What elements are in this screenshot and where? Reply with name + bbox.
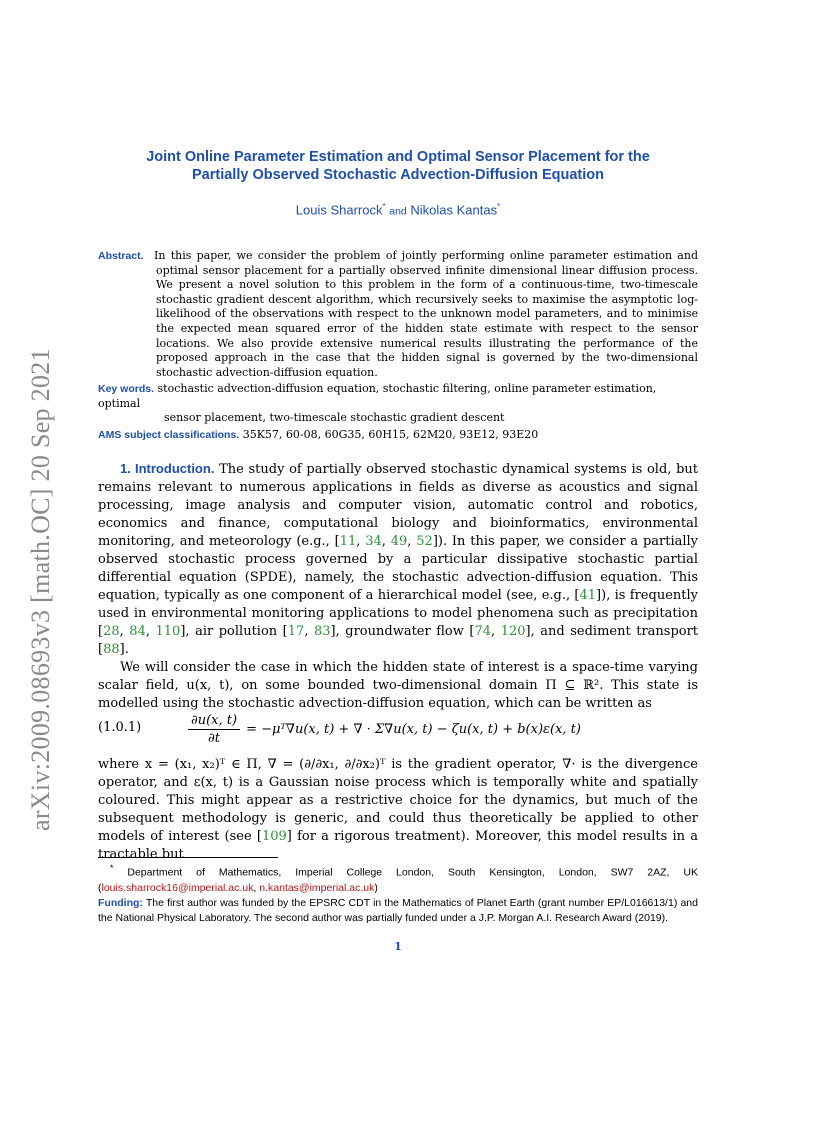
author-kantas: Nikolas Kantas bbox=[410, 202, 498, 218]
title-line-2: Partially Observed Stochastic Advection-Diffusion Equation bbox=[192, 167, 604, 183]
equation-1-0-1 bbox=[98, 708, 698, 750]
affiliation-close: ) bbox=[374, 881, 378, 894]
keywords-line-2: sensor placement, two-timescale stochastic gradient descent bbox=[164, 411, 505, 425]
citation-link[interactable]: 34 bbox=[365, 534, 382, 549]
citation-link[interactable]: 88 bbox=[103, 642, 120, 657]
citation-link[interactable]: 84 bbox=[129, 624, 146, 639]
author-mark-2: * bbox=[497, 202, 501, 211]
intro-text: ], and sediment transport [ bbox=[98, 624, 699, 657]
citation-link[interactable]: 11 bbox=[339, 534, 357, 549]
intro-text: ]). In this paper, we consider a partially observed stochastic process governed by a particular dissipative stochastic partial differential equation (SPDE), namely, the stochastic advection-diffusion equation. This equation, typically as one component of a hierarchical model (see, e.g., [ bbox=[98, 534, 699, 603]
author-list bbox=[98, 199, 698, 219]
citation-link[interactable]: 109 bbox=[261, 829, 287, 844]
citation-link[interactable]: 74 bbox=[474, 624, 492, 639]
funding-label: Funding: bbox=[98, 896, 143, 909]
author-conjunction: and bbox=[389, 205, 407, 218]
abstract bbox=[98, 249, 698, 380]
keywords-line-1: stochastic advection-diffusion equation, stochastic filtering, online parameter estimation, optimal bbox=[98, 382, 657, 410]
footnotes bbox=[98, 861, 698, 926]
intro-paragraph-1: 1. Introduction. The study of partially observed stochastic dynamical systems is old, but remains relevant to numerous applications in fields as diverse as acoustics and signal processing, image analysis and computer vision, automatic control and robotics, economics and finance, computational biology and bioinformatics, environmental monitoring, and meteorology (e.g., [11, 34, 49, 52]). In this paper, we consider a partially observed stochastic process governed by a particular dissipative stochastic partial differential equation (SPDE), namely, the stochastic advection-diffusion equation. This equation, typically as one component of a hierarchical model (see, e.g., [41]), is frequently used in environmental monitoring applications to model phenomena such as precipitation [28, 84, 110], air pollution [17, 83], groundwater flow [74, 120], and sediment transport [88]. bbox=[98, 461, 699, 657]
citation-link[interactable]: 41 bbox=[579, 588, 597, 603]
abstract-text: In this paper, we consider the problem of jointly performing online parameter estimation and optimal sensor placement for a partially observed infinite dimensional linear diffusion process. We present a novel solution to this problem in the form of a continuous-time, two-timescale stochastic gradient descent algorithm, which recursively seeks to maximise the asymptotic log-likelihood of the observations with respect to the unknown model parameters, and to minimise the expected mean squared error of the hidden state estimate with respect to the sensor locations. We also provide extensive numerical results illustrating the performance of the proposed approach in the case that the hidden signal is governed by the two-dimensional stochastic advection-diffusion equation. bbox=[154, 249, 698, 379]
intro-text: ], air pollution [ bbox=[180, 624, 288, 639]
abstract-label: Abstract. bbox=[98, 250, 144, 262]
footnote-mark: * bbox=[110, 863, 114, 873]
page-number: 1 bbox=[394, 940, 402, 953]
equation-body bbox=[188, 708, 581, 750]
title-line-1: Joint Online Parameter Estimation and Optimal Sensor Placement for the bbox=[146, 149, 650, 165]
footnote-rule bbox=[98, 857, 278, 858]
intro-text: The study of partially observed stochastic dynamical systems is old, but remains relevant to numerous applications in fields as diverse as acoustics and signal processing, image analysis and computer vision, automatic control and robotics, economics and finance, computational biology and bioinformatics, environmental monitoring, and meteorology (e.g., [ bbox=[98, 462, 698, 549]
author-sharrock: Louis Sharrock bbox=[295, 202, 383, 218]
citation-link[interactable]: 49 bbox=[390, 534, 408, 549]
post-equation-paragraph bbox=[98, 756, 698, 864]
intro-text: ]. bbox=[119, 642, 129, 657]
citation-link[interactable]: 110 bbox=[155, 624, 181, 639]
body-text: ] for a rigorous treatment). Moreover, this model results in a tractable but bbox=[98, 829, 698, 862]
intro-paragraph-2: We will consider the case in which the hidden state of interest is a space-time varying scalar field, u(x, t), on some bounded two-dimensional domain Π ⊆ ℝ². This state is modelled using the stochastic advection-diffusion equation, which can be written as bbox=[98, 660, 698, 711]
ams-classifications bbox=[98, 428, 698, 443]
citation-link[interactable]: 52 bbox=[416, 534, 433, 549]
equation-denominator: ∂t bbox=[208, 730, 220, 746]
author-mark-1: * bbox=[382, 202, 386, 211]
email-link-sharrock[interactable]: louis.sharrock16@imperial.ac.uk bbox=[101, 881, 254, 894]
citation-link[interactable]: 28 bbox=[103, 624, 120, 639]
funding-text: The first author was funded by the EPSRC CDT in the Mathematics of Planet Earth (grant number EP/L016613/1) and the National Physical Laboratory. The second author was partially funded under a J.P. Morgan A.I. Research Award (2019). bbox=[98, 896, 698, 924]
body-text: where x = (x₁, x₂)ᵀ ∈ Π, ∇ = (∂/∂x₁, ∂/∂x₂)ᵀ is the gradient operator, ∇· is the divergence operator, and ε(x, t) is a Gaussian noise process which is temporally white and spatially coloured. This might appear as a restrictive choice for the dynamics, but much of the subsequent methodology is generic, and could thus theoretically be applied to other models of interest (see [ bbox=[98, 757, 698, 844]
keywords-label: Key words. bbox=[98, 383, 155, 395]
equation-fraction bbox=[188, 713, 240, 746]
citation-link[interactable]: 17 bbox=[287, 624, 305, 639]
citation-link[interactable]: 120 bbox=[500, 624, 526, 639]
equation-numerator: ∂u(x, t) bbox=[188, 713, 240, 730]
affiliation-footnote bbox=[98, 861, 698, 896]
keywords bbox=[98, 382, 698, 426]
equation-rhs: = −μᵀ∇u(x, t) + ∇ · Σ∇u(x, t) − ζu(x, t) + b(x)ε(x, t) bbox=[246, 721, 581, 737]
paper-title bbox=[98, 148, 698, 184]
ams-label: AMS subject classifications. bbox=[98, 429, 240, 441]
funding-footnote bbox=[98, 896, 698, 926]
introduction-section bbox=[98, 460, 698, 713]
citation-link[interactable]: 83 bbox=[313, 624, 331, 639]
intro-text: ]), is frequently used in environmental monitoring applications to model phenomena such as precipitation [ bbox=[98, 588, 698, 639]
ams-codes: 35K57, 60-08, 60G35, 60H15, 62M20, 93E12, 93E20 bbox=[242, 428, 539, 441]
affiliation-text: Department of Mathematics, Imperial College London, South Kensington, London, SW7 2AZ, UK ( bbox=[98, 866, 699, 894]
arxiv-stamp: arXiv:2009.08693v3 [math.OC] 20 Sep 2021 bbox=[26, 348, 55, 832]
equation-number: (1.0.1) bbox=[98, 720, 142, 735]
section-heading: 1. Introduction. bbox=[120, 461, 215, 476]
email-separator: , bbox=[253, 881, 260, 894]
email-link-kantas[interactable]: n.kantas@imperial.ac.uk bbox=[259, 881, 375, 894]
intro-text: ], groundwater flow [ bbox=[330, 624, 475, 639]
